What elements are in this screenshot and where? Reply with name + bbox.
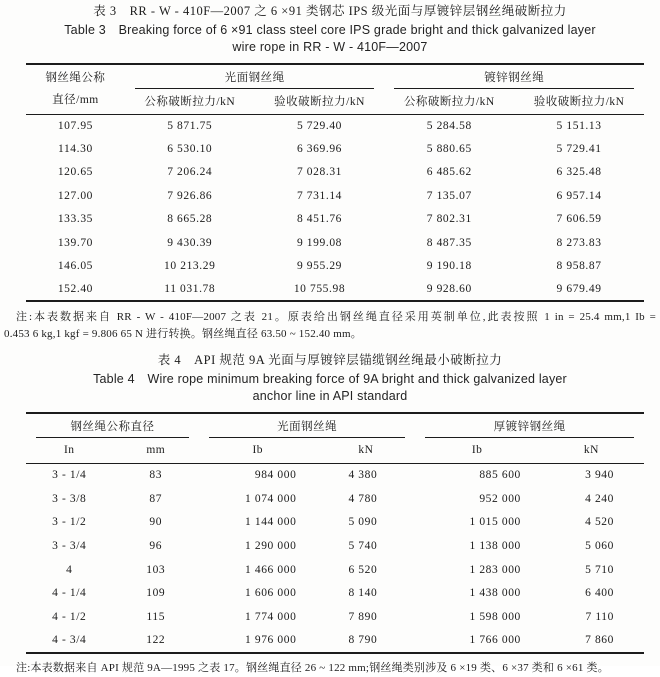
table-cell: 109 <box>146 587 166 600</box>
table-cell: 1 144 000 <box>245 516 297 529</box>
table-cell: 4 - 1/2 <box>52 611 87 624</box>
table-cell: 6 400 <box>585 587 614 600</box>
table-row <box>26 208 644 231</box>
table4-subheader-mm: mm <box>146 444 166 457</box>
table3-caption-en-line1: Table 3 Breaking force of 6 ×91 class steel core IPS grade bright and thick galvanized layer <box>64 23 596 37</box>
table-cell: 7 135.07 <box>426 189 472 202</box>
table3-subheader-nominal-galvanized: 公称破断拉力/kN <box>403 96 495 109</box>
table-cell: 984 000 <box>254 469 297 482</box>
table3-caption-zh: 表 3 RR - W - 410F—2007 之 6 ×91 类钢芯 IPS 级光面与厚镀锌层钢丝绳破断拉力 <box>93 4 567 18</box>
table-cell: 1 138 000 <box>469 540 521 553</box>
table-cell: 5 871.75 <box>167 119 213 132</box>
table3-note-line1: 注:本表数据来自 RR - W - 410F—2007 之表 21。原表给出钢丝绳直径采用英制单位,此表按照 1 in = 25.4 mm,1 Ib = <box>16 311 656 324</box>
table-cell: 114.30 <box>58 143 93 156</box>
table-cell: 952 000 <box>479 492 521 505</box>
table3-subheader-acceptance-bright: 验收破断拉力/kN <box>274 96 365 109</box>
table-cell: 9 928.60 <box>426 282 472 295</box>
table-cell: 885 600 <box>479 469 521 482</box>
table3-diameter-header-line1: 钢丝绳公称 <box>45 72 106 85</box>
table-cell: 5 710 <box>585 563 614 576</box>
table-row <box>26 161 644 184</box>
table-cell: 115 <box>146 611 166 624</box>
table-cell: 5 740 <box>348 540 378 553</box>
table-cell: 1 283 000 <box>469 563 521 576</box>
table-cell: 7 860 <box>585 634 614 647</box>
table-cell: 11 031.78 <box>164 282 216 295</box>
table4-subheader-lb-bright: Ib <box>252 444 264 457</box>
table4-note: 注:本表数据来自 API 规范 9A—1995 之表 17。钢丝绳直径 26 ~ 122 mm;钢丝绳类别涉及 6 ×19 类、6 ×37 类和 6 ×61 类。 <box>16 661 609 674</box>
table-cell: 3 - 1/4 <box>52 469 87 482</box>
table-cell: 1 774 000 <box>245 611 297 624</box>
table-cell: 96 <box>149 540 163 553</box>
table-cell: 1 766 000 <box>469 634 521 647</box>
table4-min-breaking-force <box>26 412 644 654</box>
table4-body <box>26 463 644 653</box>
table-cell: 4 240 <box>585 492 614 505</box>
table3-subheader-acceptance-galvanized: 验收破断拉力/kN <box>533 96 625 109</box>
table-cell: 5 151.13 <box>556 119 602 132</box>
table-cell: 1 976 000 <box>245 634 297 647</box>
table4-subheader-kn-bright: kN <box>358 444 374 457</box>
table-row <box>26 254 644 277</box>
table4-caption-zh: 表 4 API 规范 9A 光面与厚镀锌层锚缆钢丝绳最小破断拉力 <box>157 353 503 368</box>
table-cell: 83 <box>149 469 163 482</box>
table-cell: 8 140 <box>348 587 378 600</box>
table-cell: 10 755.98 <box>293 282 346 295</box>
table-cell: 9 679.49 <box>556 282 602 295</box>
table-row <box>26 463 644 487</box>
table-row <box>26 231 644 254</box>
table-row <box>26 114 644 137</box>
table4-subheader-kn-galvanized: kN <box>583 444 599 457</box>
table-cell: 3 - 3/4 <box>52 540 87 553</box>
table-cell: 6 957.14 <box>556 189 602 202</box>
table-cell: 8 451.76 <box>296 213 343 226</box>
table-cell: 8 273.83 <box>556 236 602 249</box>
table-cell: 1 606 000 <box>245 587 297 600</box>
table-cell: 8 790 <box>348 634 378 647</box>
table-cell: 3 - 1/2 <box>52 516 87 529</box>
table-cell: 1 438 000 <box>469 587 521 600</box>
table-cell: 8 958.87 <box>556 260 602 273</box>
table-cell: 4 - 1/4 <box>52 587 87 600</box>
table-cell: 5 729.41 <box>556 143 602 156</box>
table-row <box>26 137 644 160</box>
table3-header <box>26 64 644 114</box>
table-cell: 4 <box>66 563 73 576</box>
table-row <box>26 511 644 535</box>
table-cell: 1 290 000 <box>245 540 297 553</box>
table-row <box>26 629 644 653</box>
table-row <box>26 534 644 558</box>
table-row <box>26 558 644 582</box>
table-cell: 87 <box>149 492 163 505</box>
table-cell: 4 520 <box>585 516 614 529</box>
table-cell: 5 060 <box>585 540 614 553</box>
table3-note <box>0 309 660 343</box>
table4-group-bright: 光面钢丝绳 <box>199 413 415 438</box>
table-cell: 7 731.14 <box>296 189 343 202</box>
table-row <box>26 278 644 301</box>
table4-subheader-lb-galvanized: Ib <box>471 444 483 457</box>
table-cell: 9 955.29 <box>296 260 343 273</box>
table3-subheader-nominal-bright: 公称破断拉力/kN <box>144 96 236 109</box>
table-cell: 152.40 <box>57 282 94 295</box>
table-cell: 1 598 000 <box>469 611 521 624</box>
table4-group-thick-galvanized: 厚镀锌钢丝绳 <box>415 413 644 438</box>
table-cell: 5 284.58 <box>426 119 472 132</box>
table3-group-galvanized: 镀锌钢丝绳 <box>384 64 644 89</box>
table4-subheader-in: In <box>63 444 75 457</box>
table-cell: 8 487.35 <box>426 236 472 249</box>
table-cell: 127.00 <box>57 189 94 202</box>
table-cell: 4 380 <box>348 469 378 482</box>
table-cell: 4 780 <box>348 492 378 505</box>
table-cell: 5 880.65 <box>426 143 472 156</box>
table-cell: 5 090 <box>348 516 378 529</box>
table-cell: 10 213.29 <box>164 260 216 273</box>
table-row <box>26 582 644 606</box>
table-cell: 133.35 <box>57 213 94 226</box>
table4-caption-en-line1: Table 4 Wire rope minimum breaking force of 9A bright and thick galvanized layer <box>93 372 567 387</box>
table-row <box>26 184 644 207</box>
table-cell: 6 530.10 <box>167 143 213 156</box>
table-row <box>26 487 644 511</box>
table3-diameter-header <box>26 64 125 114</box>
table-cell: 1 074 000 <box>245 492 297 505</box>
table-cell: 9 190.18 <box>426 260 472 273</box>
table-cell: 7 028.31 <box>296 166 343 179</box>
table3-group-bright: 光面钢丝绳 <box>125 64 385 89</box>
table-cell: 8 665.28 <box>167 213 213 226</box>
table-cell: 4 - 3/4 <box>52 634 87 647</box>
table-cell: 6 325.48 <box>556 166 602 179</box>
table-cell: 1 466 000 <box>245 563 297 576</box>
table4-header <box>26 413 644 463</box>
table3-breaking-force <box>26 63 644 302</box>
table-cell: 6 369.96 <box>296 143 343 156</box>
table-cell: 1 015 000 <box>469 516 521 529</box>
table-cell: 7 206.24 <box>167 166 213 179</box>
table3-note-line2: 0.453 6 kg,1 kgf = 9.806 65 N 进行转换。钢丝绳直径 63.50 ~ 152.40 mm。 <box>4 328 362 341</box>
table-cell: 9 430.39 <box>167 236 213 249</box>
table-cell: 107.95 <box>57 119 94 132</box>
table3-diameter-header-line2: 直径/mm <box>52 94 99 107</box>
table4-group-diameter: 钢丝绳公称直径 <box>26 413 199 438</box>
table-cell: 122 <box>146 634 166 647</box>
table-cell: 7 890 <box>348 611 378 624</box>
table-cell: 6 520 <box>348 563 378 576</box>
table-cell: 120.65 <box>57 166 94 179</box>
table-cell: 7 926.86 <box>167 189 213 202</box>
table-cell: 9 199.08 <box>296 236 343 249</box>
table-cell: 139.70 <box>57 236 94 249</box>
table3-caption-en-line2: wire rope in RR - W - 410F—2007 <box>232 39 428 54</box>
table-cell: 3 - 3/8 <box>52 492 87 505</box>
table-cell: 6 485.62 <box>426 166 472 179</box>
table-cell: 146.05 <box>57 260 94 273</box>
table-cell: 3 940 <box>585 469 614 482</box>
table4-caption-en-line2: anchor line in API standard <box>252 388 408 403</box>
table-cell: 5 729.40 <box>296 119 343 132</box>
table-row <box>26 605 644 629</box>
table-cell: 7 110 <box>585 611 614 624</box>
table-cell: 103 <box>146 563 166 576</box>
table-cell: 7 802.31 <box>426 213 472 226</box>
table-cell: 7 606.59 <box>556 213 602 226</box>
table-cell: 90 <box>149 516 163 529</box>
table3-body <box>26 114 644 301</box>
